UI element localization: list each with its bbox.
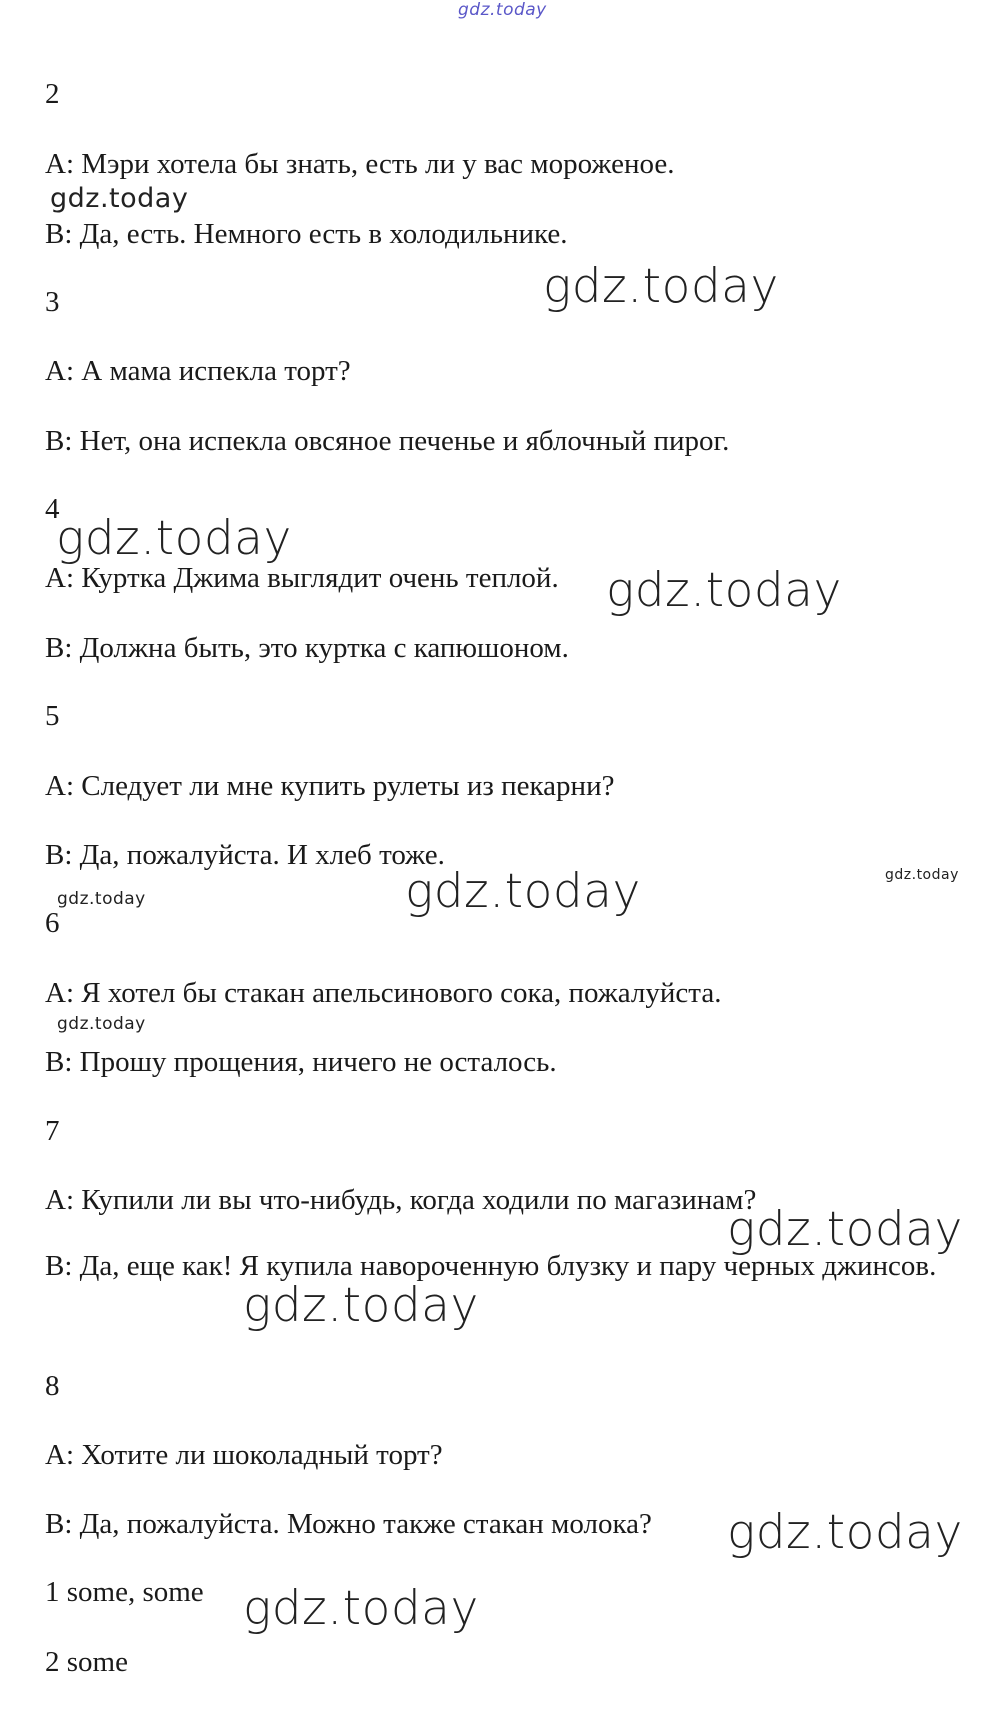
- watermark: gdz.today: [243, 1581, 479, 1636]
- item-number-7: 7: [45, 1115, 60, 1147]
- item-number-8: 8: [45, 1370, 60, 1402]
- line-b-5: В: Да, пожалуйста. И хлеб тоже.: [45, 839, 445, 871]
- watermark: gdz.today: [885, 867, 959, 883]
- line-a-5: А: Следует ли мне купить рулеты из пекарни?: [45, 770, 615, 802]
- watermark: gdz.today: [57, 1014, 146, 1034]
- line-b-7: В: Да, еще как! Я купила навороченную блузку и пару черных джинсов.: [45, 1250, 937, 1282]
- item-number-2: 2: [45, 78, 60, 110]
- answer-line-2: 2 some: [45, 1646, 128, 1678]
- watermark: gdz.today: [243, 1278, 479, 1333]
- watermark: gdz.today: [543, 259, 779, 314]
- line-a-7: А: Купили ли вы что-нибудь, когда ходили по магазинам?: [45, 1184, 757, 1216]
- line-a-6: А: Я хотел бы стакан апельсинового сока, пожалуйста.: [45, 977, 722, 1009]
- watermark: gdz.today: [57, 889, 146, 909]
- watermark: gdz.today: [727, 1505, 963, 1560]
- watermark: gdz.today: [606, 563, 842, 618]
- answer-line-1: 1 some, some: [45, 1576, 204, 1608]
- watermark: gdz.today: [405, 864, 641, 919]
- watermark: gdz.today: [50, 183, 189, 214]
- line-a-2: А: Мэри хотела бы знать, есть ли у вас мороженое.: [45, 148, 675, 180]
- line-a-8: А: Хотите ли шоколадный торт?: [45, 1439, 443, 1471]
- line-b-6: В: Прошу прощения, ничего не осталось.: [45, 1046, 557, 1078]
- header-watermark: gdz.today: [458, 0, 547, 20]
- item-number-5: 5: [45, 700, 60, 732]
- item-number-4: 4: [45, 493, 60, 525]
- watermark: gdz.today: [727, 1202, 963, 1257]
- watermark: gdz.today: [56, 511, 292, 566]
- line-b-4: В: Должна быть, это куртка с капюшоном.: [45, 632, 569, 664]
- item-number-3: 3: [45, 286, 60, 318]
- line-a-3: А: А мама испекла торт?: [45, 355, 351, 387]
- line-a-4: А: Куртка Джима выглядит очень теплой.: [45, 562, 559, 594]
- line-b-2: В: Да, есть. Немного есть в холодильнике.: [45, 218, 568, 250]
- item-number-6: 6: [45, 907, 60, 939]
- line-b-8: В: Да, пожалуйста. Можно также стакан молока?: [45, 1508, 652, 1540]
- line-b-3: В: Нет, она испекла овсяное печенье и яблочный пирог.: [45, 425, 730, 457]
